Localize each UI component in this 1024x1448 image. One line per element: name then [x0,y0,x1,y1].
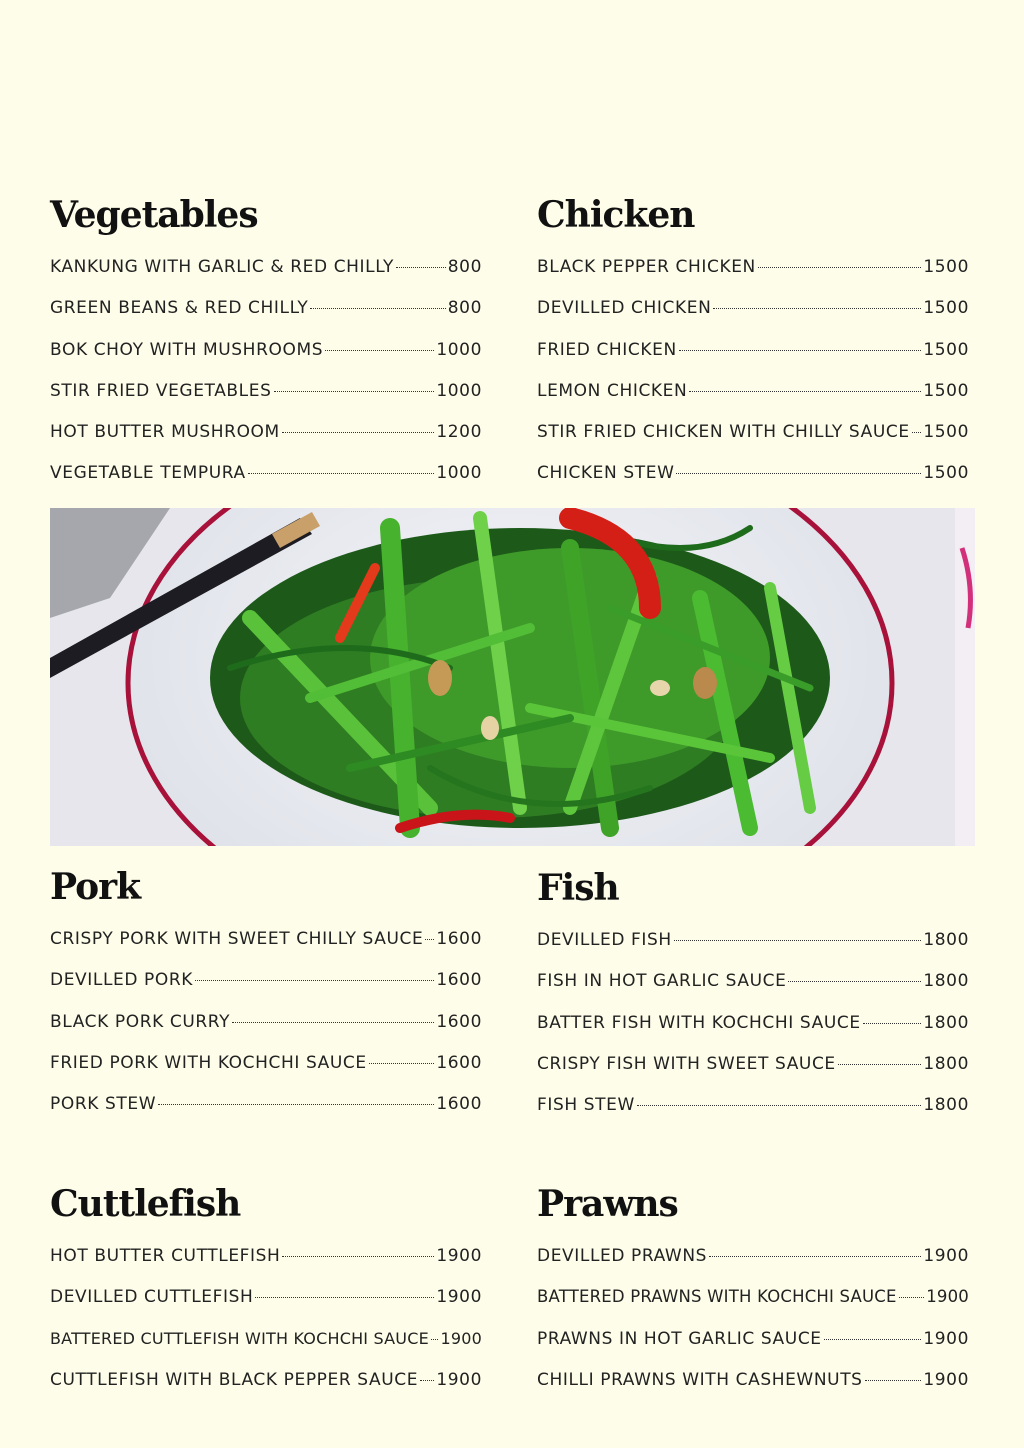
menu-item [50,1246,482,1287]
section-chicken [537,193,969,505]
menu-item-name: DEVILLED PRAWNS [537,1246,708,1266]
menu-item-price: 1600 [436,1052,482,1073]
menu-item-price: 1900 [923,1369,969,1390]
dot-leader [758,267,921,268]
menu-item-price: 1900 [923,1246,969,1266]
dot-leader [788,981,921,982]
menu-item-price: 1600 [436,1011,482,1032]
dot-leader [637,1105,921,1106]
menu-item [50,422,482,463]
menu-item-name: HOT BUTTER MUSHROOM [50,422,280,443]
menu-item-name: PRAWNS IN HOT GARLIC SAUCE [537,1328,822,1349]
menu-item [50,929,482,970]
menu-item-price: 800 [447,257,482,277]
menu-item-name: BOK CHOY WITH MUSHROOMS [50,339,324,360]
dot-leader [912,432,922,433]
menu-item [50,381,482,422]
section-pork [50,865,482,1135]
menu-item-price: 1800 [923,1012,969,1033]
menu-item-price: 1900 [440,1328,482,1348]
menu-item-name: VEGETABLE TEMPURA [50,463,246,484]
dot-leader [674,940,922,941]
menu-item [537,381,969,422]
menu-item-price: 800 [447,298,482,319]
section-title: Prawns [537,1183,678,1225]
dot-leader [232,1022,434,1023]
menu-item [50,1287,482,1328]
menu-item-price: 1900 [436,1369,482,1390]
dot-leader [899,1297,925,1298]
menu-item-name: BLACK PORK CURRY [50,1011,231,1032]
menu-item-price: 1500 [923,463,969,484]
menu-item-name: CRISPY PORK WITH SWEET CHILLY SAUCE [50,929,424,949]
menu-item-price: 1000 [436,463,482,484]
menu-item [50,257,482,298]
menu-item [537,1095,969,1136]
section-title: Vegetables [50,194,258,236]
menu-item-name: LEMON CHICKEN [537,380,688,401]
dot-leader [865,1380,922,1381]
menu-item [50,970,482,1011]
menu-item [50,1370,482,1411]
menu-item [537,1054,969,1095]
menu-item-price: 1800 [923,971,969,992]
dot-leader [248,473,435,474]
menu-item-name: BLACK PEPPER CHICKEN [537,257,756,277]
dot-leader [676,473,921,474]
dot-leader [824,1339,922,1340]
menu-item-price: 1500 [923,380,969,401]
menu-item-name: HOT BUTTER CUTTLEFISH [50,1246,281,1266]
dot-leader [689,391,921,392]
dot-leader [431,1339,439,1340]
menu-item [537,298,969,339]
dot-leader [274,391,435,392]
menu-item-name: PORK STEW [50,1094,157,1115]
section-vegetables [50,193,482,505]
menu-item-name: FRIED PORK WITH KOCHCHI SAUCE [50,1052,367,1073]
menu-item-price: 1500 [923,298,969,319]
menu-item [537,463,969,504]
dot-leader [369,1063,435,1064]
menu-item-name: GREEN BEANS & RED CHILLY [50,298,309,319]
menu-list [537,930,969,1136]
menu-item-name: CHICKEN STEW [537,463,675,484]
food-photo [50,508,975,846]
menu-item [537,1329,969,1370]
dot-leader [838,1064,922,1065]
menu-item-name: BATTER FISH WITH KOCHCHI SAUCE [537,1012,861,1033]
section-prawns [537,1182,969,1411]
menu-item-price: 1800 [923,1053,969,1074]
menu-item [537,257,969,298]
menu-item-name: STIR FRIED CHICKEN WITH CHILLY SAUCE [537,422,910,443]
menu-item-price: 1000 [436,339,482,360]
dot-leader [325,350,434,351]
menu-list [50,929,482,1135]
menu-item [537,1287,969,1328]
menu-item [537,1013,969,1054]
menu-item [50,1094,482,1135]
menu-item-name: FISH IN HOT GARLIC SAUCE [537,971,787,992]
menu-list [537,257,969,505]
menu-item-name: FISH STEW [537,1095,635,1116]
menu-item [537,340,969,381]
section-fish [537,866,969,1136]
menu-item [537,930,969,971]
menu-list [50,257,482,505]
menu-item [50,298,482,339]
menu-item-name: CRISPY FISH WITH SWEET SAUCE [537,1053,836,1074]
menu-item [50,1012,482,1053]
menu-item-price: 1900 [436,1287,482,1308]
menu-item-name: BATTERED CUTTLEFISH WITH KOCHCHI SAUCE [50,1328,429,1348]
menu-item-name: DEVILLED CUTTLEFISH [50,1287,254,1308]
menu-list [537,1246,969,1411]
menu-item-name: DEVILLED PORK [50,970,194,991]
dot-leader [425,939,434,940]
menu-list [50,1246,482,1411]
dot-leader [282,432,435,433]
menu-item [50,1053,482,1094]
dot-leader [195,980,434,981]
menu-item-price: 1800 [923,930,969,950]
menu-item-price: 1800 [923,1095,969,1116]
dot-leader [310,308,445,309]
section-cuttlefish [50,1182,482,1411]
menu-item-price: 1000 [436,380,482,401]
dot-leader [713,308,921,309]
dot-leader [282,1256,434,1257]
dot-leader [863,1023,922,1024]
section-title: Cuttlefish [50,1183,241,1225]
food-photo-icon [50,508,975,846]
menu-item-price: 1600 [436,970,482,991]
menu-item [50,1329,482,1370]
menu-item-name: STIR FRIED VEGETABLES [50,380,272,401]
section-title: Chicken [537,194,695,236]
menu-item [50,340,482,381]
menu-item [537,422,969,463]
menu-item-name: KANKUNG WITH GARLIC & RED CHILLY [50,257,395,277]
menu-item-price: 1900 [923,1328,969,1349]
menu-item-name: BATTERED PRAWNS WITH KOCHCHI SAUCE [537,1287,897,1307]
menu-item [50,463,482,504]
dot-leader [158,1104,434,1105]
menu-item-price: 1900 [436,1246,482,1266]
menu-item-name: CHILLI PRAWNS WITH CASHEWNUTS [537,1369,863,1390]
menu-item-price: 1500 [923,422,969,443]
dot-leader [709,1256,921,1257]
menu-item-price: 1900 [926,1287,969,1307]
section-title: Fish [537,867,619,909]
menu-item-name: FRIED CHICKEN [537,339,677,360]
dot-leader [420,1380,434,1381]
menu-item-price: 1500 [923,257,969,277]
dot-leader [396,267,446,268]
menu-item-price: 1500 [923,339,969,360]
section-title: Pork [50,866,141,908]
menu-item-price: 1600 [436,1094,482,1115]
menu-item [537,1246,969,1287]
dot-leader [679,350,922,351]
menu-item-price: 1600 [436,929,482,949]
menu-item-name: CUTTLEFISH WITH BLACK PEPPER SAUCE [50,1369,419,1390]
menu-item [537,1370,969,1411]
menu-item-name: DEVILLED CHICKEN [537,298,712,319]
dot-leader [255,1297,434,1298]
menu-item [537,971,969,1012]
menu-item-name: DEVILLED FISH [537,930,672,950]
menu-item-price: 1200 [436,422,482,443]
